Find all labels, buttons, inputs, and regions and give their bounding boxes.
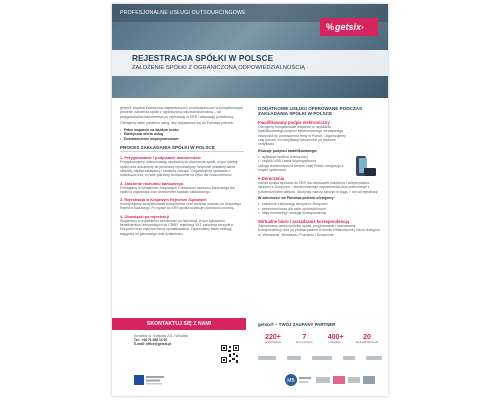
partner-badge-icon	[134, 374, 166, 386]
contact-email[interactable]: E-mail: office@getsix.pl	[134, 342, 172, 347]
edelivery-heading: e-Doręczenia	[258, 175, 285, 181]
esignature-note: Usługa realizowana na terenie całej Polski, integracja z innymi systemami.	[258, 164, 344, 173]
contact-details	[134, 334, 218, 347]
right-column	[258, 106, 380, 237]
phone-card-illustration	[354, 156, 378, 188]
stat-item: 20 lat doświadczenia	[355, 334, 379, 344]
esignature-types-heading: Rodzaje podpisu kwalifikowanego:	[258, 148, 318, 153]
svg-text:MB: MB	[287, 378, 295, 384]
page-subtitle: ZAŁOŻENIE SPÓŁKI Z OGRANICZONĄ ODPOWIEDZIALNOŚCIĄ	[132, 65, 305, 71]
qr-code-icon[interactable]	[220, 344, 240, 364]
edelivery-list	[258, 202, 380, 216]
process-step: 3. Rejestracja w Krajowym Rejestrze Sądowym Koordynujemy kompletowanie dokumentów oraz złożenie wniosku do Krajowego Rejestru Sądowego. Po wpisie do KRS spółka uzyskuje osobowość prawną.	[120, 197, 242, 211]
stat-item: 400+ klientów	[327, 334, 344, 344]
page-title: REJESTRACJA SPÓŁKI W POLSCE	[132, 54, 274, 63]
list-item: • czytnik USB i karta kryptograficzna	[258, 159, 380, 164]
process-step: 2. Założenie rachunku bankowego Pomagamy w działaniach związanych z otwarciem rachunku bankowego dla spółki w organizacji oraz wniesieniem kapitału zakładowego.	[120, 180, 235, 194]
certification-logos-icon	[316, 374, 376, 386]
list-item: • stały monitoring i obsługę korespondencji	[258, 211, 380, 216]
left-column	[120, 106, 244, 236]
edelivery-offer-heading: W zależności od Państwa potrzeb oferujemy:	[258, 196, 335, 201]
hero-tagline: PROFESJONALNE USŁUGI OUTSOURCINGOWE	[120, 10, 246, 16]
virtual-office-heading: Wirtualne biuro i zarządzanie korespondencją	[258, 218, 349, 224]
virtual-office-text: Zapewniamy adres siedziby spółki, przyjmowanie i skanowanie korespondencji oraz jej przekazywanie w formie elektronicznej. Biura dostępne w: Warszawie, Wrocławiu, Poznaniu i Szczecinie.	[258, 223, 380, 237]
intro-text-2: Oferujemy wiele pakietów usług, aby dopasować się do Państwa potrzeb:	[120, 121, 234, 126]
contact-banner: SKONTAKTUJ SIĘ Z NAMI	[112, 318, 246, 330]
stat-item: 7 biur w Polsce	[296, 334, 313, 344]
contact-phone[interactable]: Tel.: +48 71 388 13 00	[134, 338, 168, 343]
list-item: • założenie i aktywację skrzynki e-Doręczeń	[258, 202, 380, 207]
process-step: 1. Przygotowanie i podpisanie dokumentów Przygotowujemy dokumentację niezbędną do utworzenia spółki, w tym umowę spółki oraz dokumenty do procedury rejestracyjnej. Wspólnie ustalamy adres siedziby, kapitał zakładowy i strukturę zarządu. Organizujemy spotkanie u notariusza oraz, w razie potrzeby, tłumaczenie na żywo dla cudzoziemców.	[120, 155, 238, 178]
services-heading: DODATKOWE USŁUGI OFEROWANE PODCZAS ZAKŁADANIA SPÓŁKI W POLSCE	[258, 106, 363, 117]
esignature-text: Oferujemy kompleksowe wsparcie w uzyskaniu kwalifikowanego podpisu elektronicznego niezbędnego narzędzia do prowadzenia firmy w Polsce. Organizujemy cały proces: od weryfikacji tożsamości po wydanie certyfikatu.	[258, 124, 346, 147]
partner-logo	[366, 356, 382, 360]
list-item: • pełnomocnictwa dla osób upoważnionych	[258, 207, 380, 212]
association-logo-icon	[284, 373, 312, 387]
stat-item: 220+ pracowników	[264, 334, 282, 344]
flyer-page	[112, 4, 388, 396]
card-reader-icon	[364, 168, 376, 176]
edelivery-text: Każda spółka wpisana do KRS ma obowiązek założenia i utrzymywania skrzynki e-Doręczeń – elektronicznego odpowiednika listu poleconego z potwierdzeniem odbioru. Skrzynkę należy założyć w ciągu 7 dni od rejestracji.	[258, 180, 379, 194]
hero-banner	[112, 4, 388, 98]
process-heading: PROCES ZAKŁADANIA SPÓŁKI W POLSCE	[120, 145, 244, 152]
esignature-heading: Kwalifikowany podpis elektroniczny	[258, 119, 330, 125]
benefit-item: • Elastyczna oferta usług	[120, 132, 244, 137]
list-item: • aplikacja mobilna (chmurowy)	[258, 155, 380, 160]
benefit-item: • Pełne wsparcie na każdym kroku	[120, 128, 244, 133]
title-band	[112, 50, 388, 76]
partner-logos-row	[258, 354, 382, 362]
partner-heading: getsix® – TWÓJ ZAUFANY PARTNER	[258, 322, 336, 327]
partner-logo	[258, 356, 276, 360]
partner-logo	[343, 356, 355, 360]
getsix-logo: % getsix ®	[320, 18, 378, 36]
benefit-list	[120, 128, 244, 142]
benefit-item: • Doświadczenie międzynarodowe	[120, 137, 244, 142]
stats-row	[258, 334, 382, 344]
partner-logo	[312, 356, 332, 360]
contact-address: Siedziba: ul. Kolejowa 221 / Wrocław	[134, 334, 188, 338]
footer-logos	[120, 372, 380, 388]
intro-text: getsix® wspiera inwestorów zagranicznych i przedsiębiorców w kompleksowym procesie założenia spółki z ograniczoną odpowiedzialnością – od przygotowania dokumentów po rejestrację w KRS i aktywację podatkową.	[120, 106, 243, 119]
partner-logo	[287, 356, 301, 360]
process-step: 4. Obowiązki po rejestracji Wspieramy w dopełnieniu formalności po rejestracji, w tym zgłoszeniu beneficjentów rzeczywistych do CRBR, rejestracji VAT, założeniu skrzynki e-Doręczeń oraz wyborze formy opodatkowania. Zapewniamy także obsługę księgową od pierwszego dnia działalności.	[120, 213, 235, 236]
logo-mark-icon: %	[326, 22, 335, 32]
